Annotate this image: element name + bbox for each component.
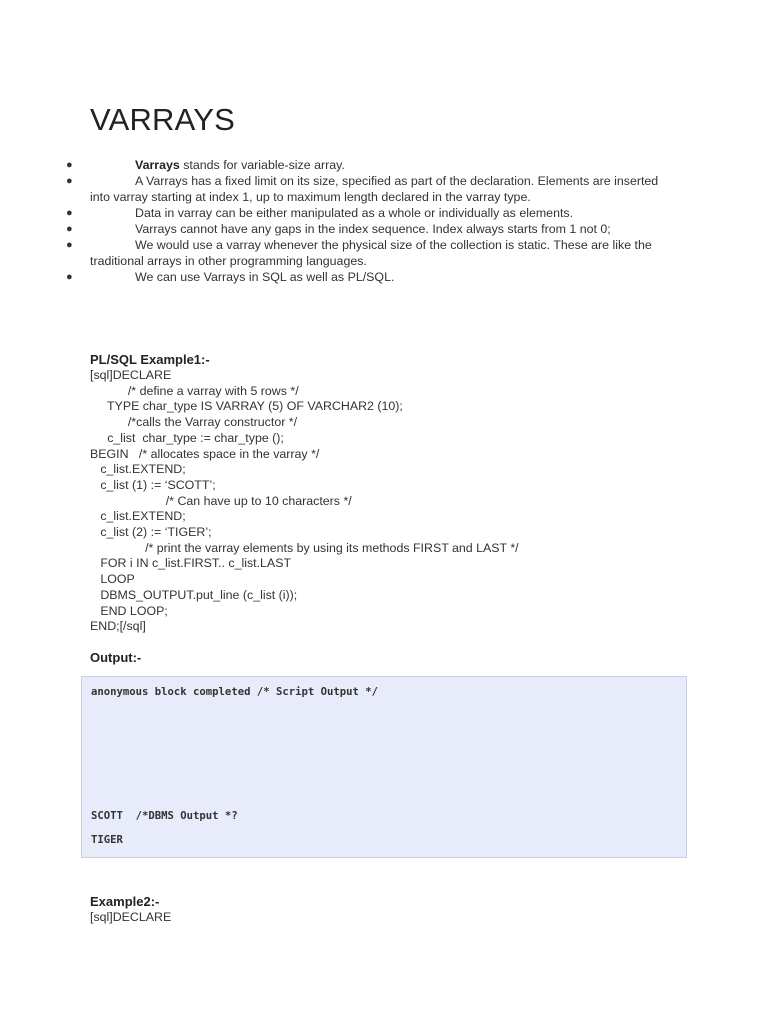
bullet-icon: ● [66, 271, 73, 283]
code-line: BEGIN /* allocates space in the varray */ [90, 446, 320, 461]
code-line: END LOOP; [90, 603, 168, 618]
output-line: TIGER [91, 834, 123, 846]
code-line: /* print the varray elements by using its methods FIRST and LAST */ [90, 540, 519, 555]
example2-code-block: [sql]DECLARE [90, 910, 172, 924]
list-item-text: We can use Varrays in SQL as well as PL/SQL. [135, 270, 395, 284]
output-box [81, 676, 687, 858]
code-line: DBMS_OUTPUT.put_line (c_list (i)); [90, 587, 298, 602]
code-line: /*calls the Varray constructor */ [90, 415, 298, 430]
bullet-icon: ● [66, 223, 73, 235]
code-line: END;[/sql] [90, 619, 146, 634]
list-item [0, 269, 768, 285]
list-item [0, 237, 768, 269]
code-line: LOOP [90, 572, 135, 587]
code-line: c_list char_type := char_type (); [90, 430, 284, 445]
code-line: c_list (2) := ‘TIGER’; [90, 525, 212, 540]
code-line: TYPE char_type IS VARRAY (5) OF VARCHAR2 (10); [90, 399, 403, 414]
example2-heading: Example2:- [90, 894, 160, 909]
bullet-icon: ● [66, 207, 73, 219]
code-line: c_list.EXTEND; [90, 462, 186, 477]
code-line: [sql]DECLARE [90, 368, 172, 382]
list-item-text: A Varrays has a fixed limit on its size, specified as part of the declaration. Elements are inserted into varray starting at index 1, up to maximum length declared in the varray type. [90, 174, 659, 204]
example1-heading: PL/SQL Example1:- [90, 352, 210, 367]
bullet-list [0, 157, 768, 285]
list-item [0, 157, 768, 173]
list-item [0, 205, 768, 221]
list-item-body: stands for variable-size array. [179, 158, 345, 172]
code-line: /* Can have up to 10 characters */ [90, 493, 352, 508]
list-item [0, 221, 768, 237]
bullet-icon: ● [66, 239, 73, 251]
list-item [0, 173, 768, 205]
code-line: /* define a varray with 5 rows */ [90, 383, 299, 398]
code-line: c_list (1) := ‘SCOTT’; [90, 477, 216, 492]
bullet-icon: ● [66, 159, 73, 171]
page-title: VARRAYS [90, 102, 235, 137]
example1-code-block [90, 368, 519, 635]
list-item-text: Data in varray can be either manipulated as a whole or individually as elements. [135, 206, 574, 220]
code-line: FOR i IN c_list.FIRST.. c_list.LAST [90, 556, 292, 571]
list-item-bold: Varrays [135, 158, 180, 172]
output-line: SCOTT /*DBMS Output *? [91, 810, 238, 822]
code-line: c_list.EXTEND; [90, 509, 186, 524]
bullet-icon: ● [66, 175, 73, 187]
list-item-text: We would use a varray whenever the physical size of the collection is static. These are like the traditional arrays in other programming languages. [90, 238, 652, 268]
list-item-text [90, 157, 680, 173]
list-item-text: Varrays cannot have any gaps in the index sequence. Index always starts from 1 not 0; [135, 222, 611, 236]
output-heading: Output:- [90, 650, 142, 665]
output-line: anonymous block completed /* Script Output */ [91, 686, 379, 698]
